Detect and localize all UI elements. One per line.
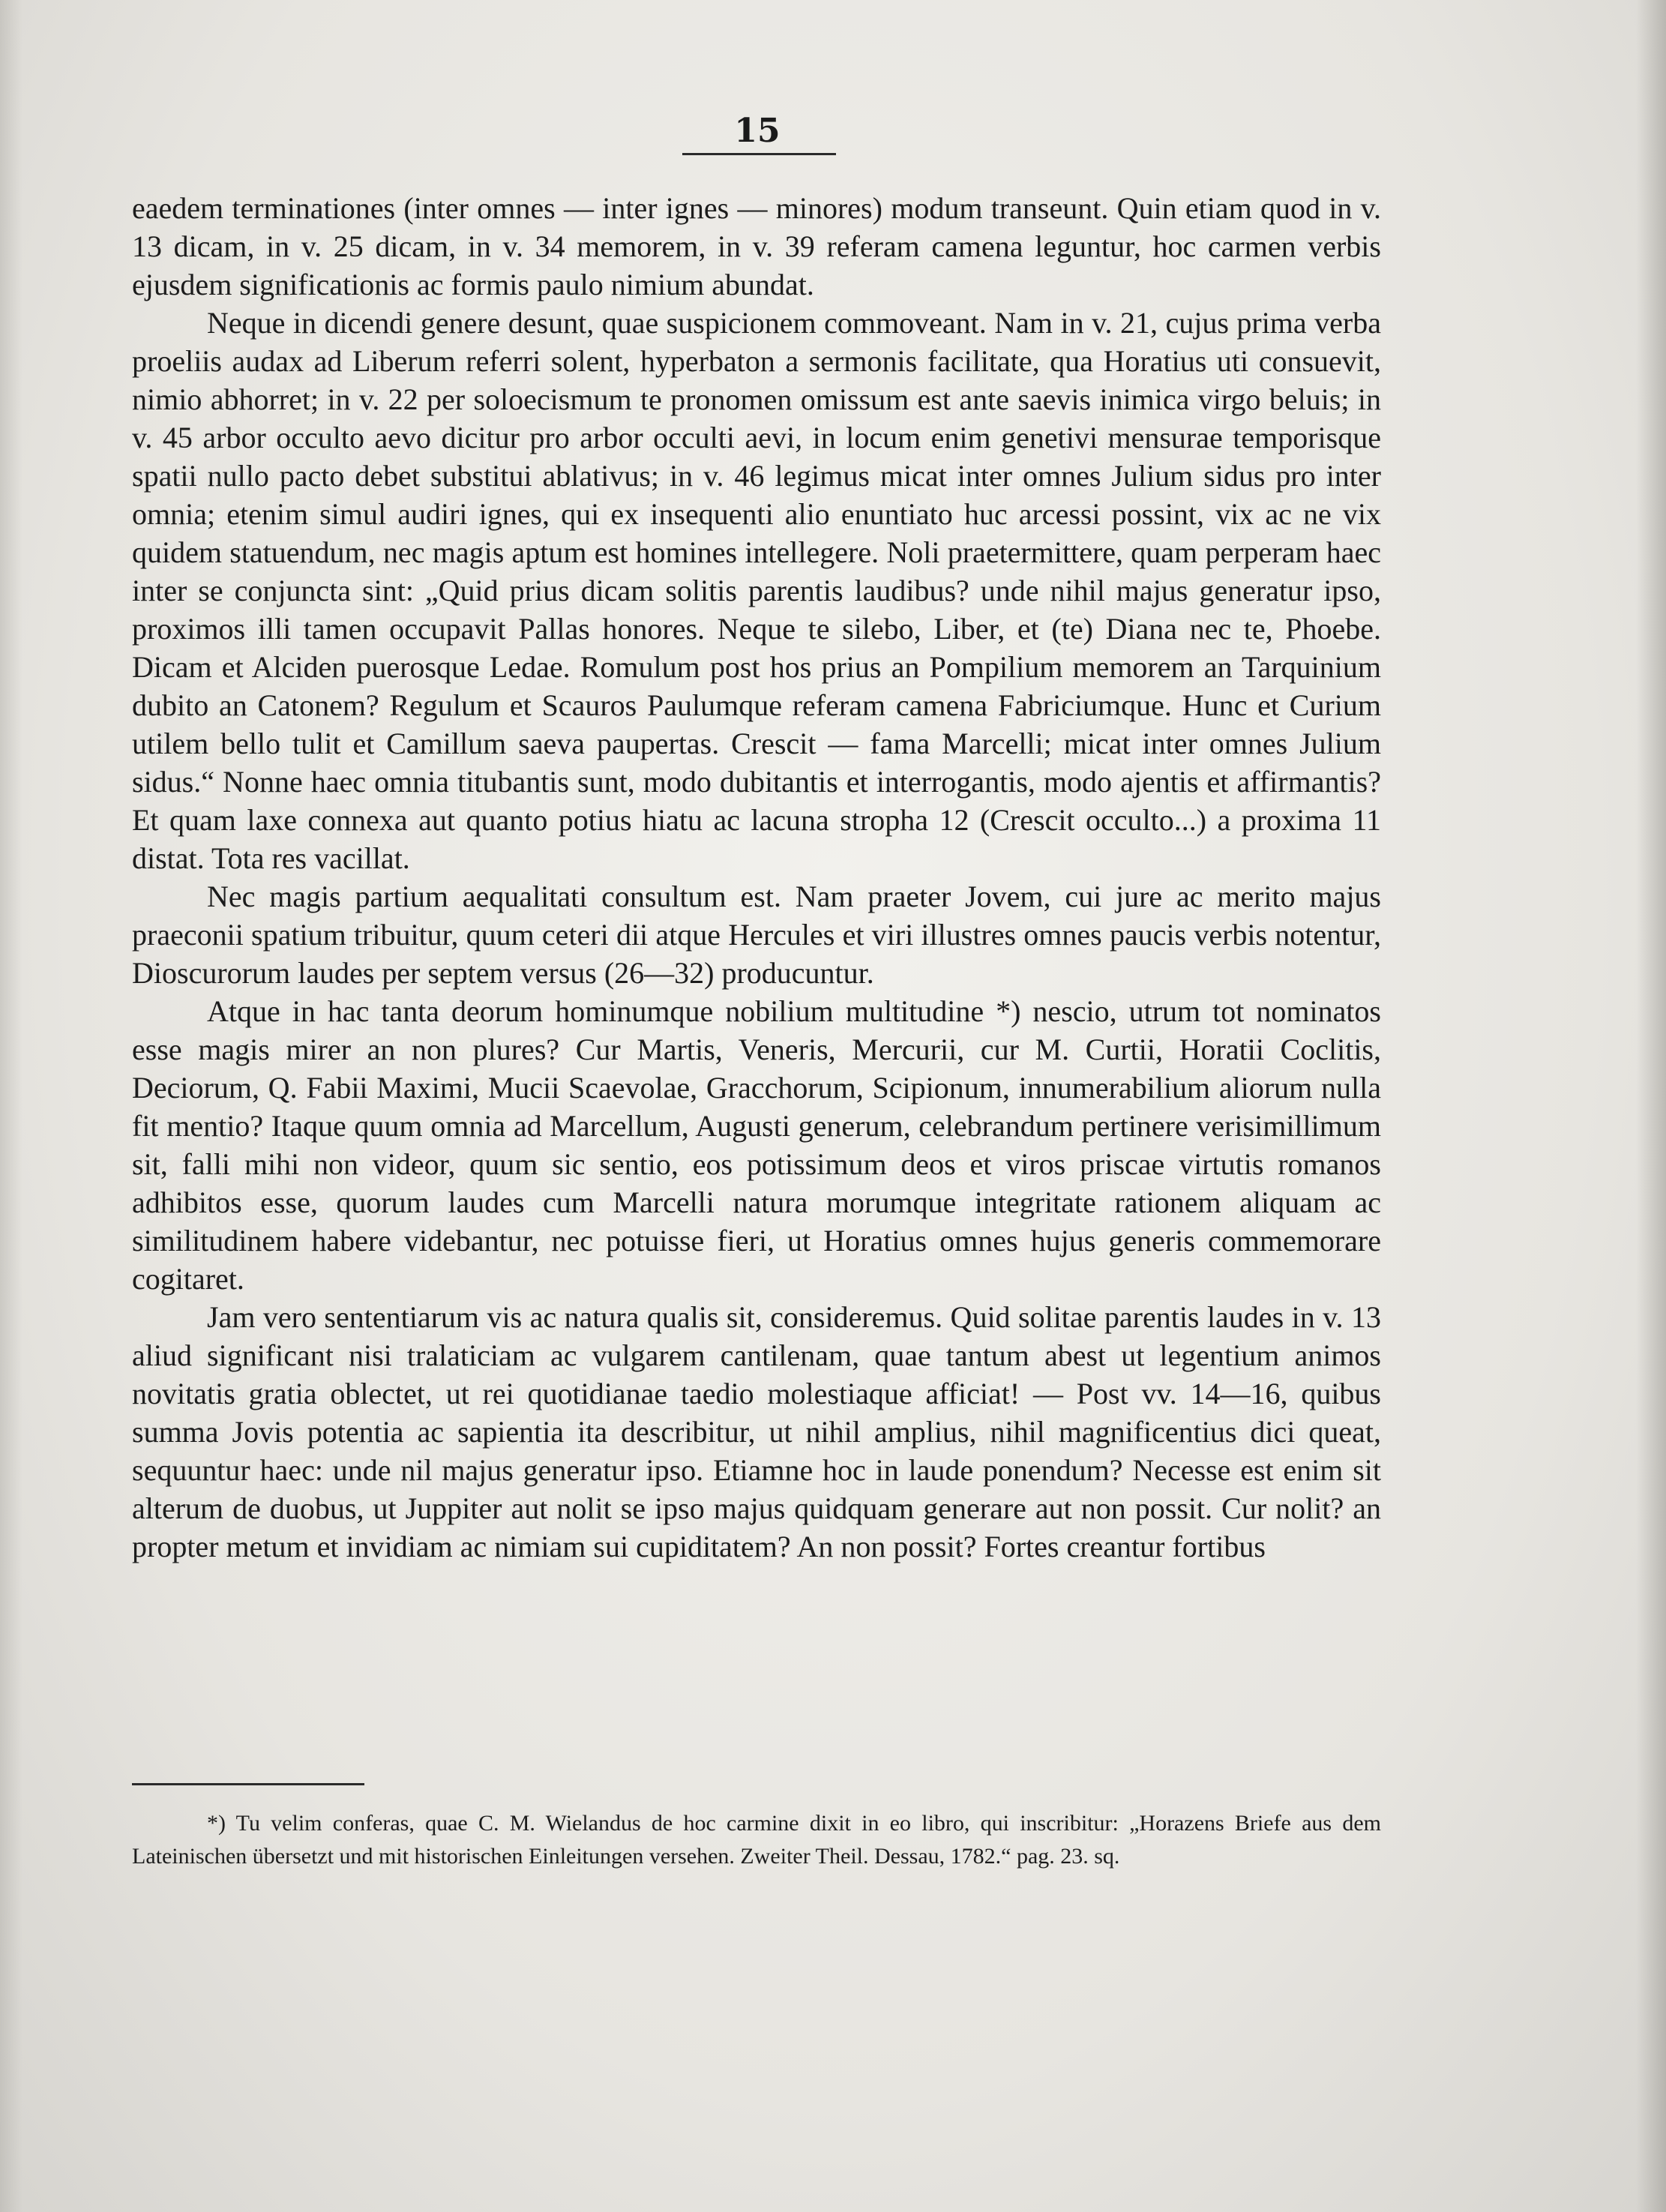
paragraph-3: Nec magis partium aequalitati consultum est. Nam praeter Jovem, cui jure ac merito majus praeconii spatium tribuitur, quum ceteri dii atque Hercules et viri illustres omnes paucis verbis notentur, Dioscurorum laudes per septem versus (26—32) producuntur.: [132, 880, 1381, 990]
page-edge-shadow-right: [1636, 0, 1666, 2212]
paragraph-2: Neque in dicendi genere desunt, quae suspicionem commoveant. Nam in v. 21, cujus prima verba proeliis audax ad Liberum referri solent, hyperbaton a sermonis facilitate, qua Horatius uti consuevit, nimio abhorret; in v. 22 per soloecismum te pronomen omissum est ante saevis inimica virgo beluis; in v. 45 arbor occulto aevo dicitur pro arbor occulti aevi, in locum enim genetivi mensurae temporisque spatii nullo pacto debet substitui ablativus; in v. 46 legimus micat inter omnes Julium sidus pro inter omnia; etenim simul audiri ignes, qui ex insequenti alio enuntiato huc arcessi possint, vix ac ne vix quidem statuendum, nec magis aptum est homines intellegere. Noli praetermittere, quam perperam haec inter se conjuncta sint: „Quid prius dicam solitis parentis laudibus? unde nihil majus generatur ipso, proximos illi tamen occupavit Pallas honores. Neque te silebo, Liber, et (te) Diana nec te, Phoebe. Dicam et Alciden puerosque Ledae. Romulum post hos prius an Pompilium memorem an Tarquinium dubito an Catonem? Regulum et Scauros Paulumque referam camena Fabriciumque. Hunc et Curium utilem bello tulit et Camillum saeva paupertas. Crescit — fama Marcelli; micat inter omnes Julium sidus.“ Nonne haec omnia titubantis sunt, modo dubitantis et interrogantis, modo ajentis et affirmantis? Et quam laxe connexa aut quanto potius hiatu ac lacuna stropha 12 (Crescit occulto...) a proxima 11 distat. Tota res vacillat.: [132, 306, 1381, 875]
footnote-rule: [132, 1783, 364, 1785]
page-header: [675, 112, 840, 150]
footnote: *) Tu velim conferas, quae C. M. Wielandus de hoc carmine dixit in eo libro, qui inscribitur: „Horazens Briefe aus dem Lateinischen übersetzt und mit historischen Einleitungen versehen. Zweiter Theil. Dessau, 1782.“ pag. 23. sq.: [132, 1811, 1381, 1869]
body-text: [132, 189, 1381, 1566]
page-number: 15: [734, 112, 781, 150]
page-edge-shadow-left: [0, 0, 22, 2212]
paragraph-4: Atque in hac tanta deorum hominumque nobilium multitudine *) nescio, utrum tot nominatos esse magis mirer an non plures? Cur Martis, Veneris, Mercurii, cur M. Curtii, Horatii Coclitis, Deciorum, Q. Fabii Maximi, Mucii Scaevolae, Gracchorum, Scipionum, innumerabilium aliorum nulla fit mentio? Itaque quum omnia ad Marcellum, Augusti generum, celebrandum pertinere verisimillimum sit, falli mihi non videor, quum sic sentio, eos potissimum deos et viros priscae virtutis romanos adhibitos esse, quorum laudes cum Marcelli natura morumque integritate rationem aliquam ac similitudinem habere videbantur, nec potuisse fieri, ut Horatius omnes hujus generis commemorare cogitaret.: [132, 994, 1381, 1296]
paragraph-1: eaedem terminationes (inter omnes — inter ignes — minores) modum transeunt. Quin etiam quod in v. 13 dicam, in v. 25 dicam, in v. 34 memorem, in v. 39 referam camena leguntur, hoc carmen verbis ejusdem significationis ac formis paulo nimium abundat.: [132, 191, 1381, 301]
paragraph-5: Jam vero sententiarum vis ac natura qualis sit, consideremus. Quid solitae parentis laudes in v. 13 aliud significant nisi tralaticiam ac vulgarem cantilenam, quae tantum abest ut legentium animos novitatis gratia oblectet, ut rei quotidianae taedio molestiaque afficiat! — Post vv. 14—16, quibus summa Jovis potentia ac sapientia ita describitur, ut nihil amplius, nihil magnificentius dici queat, sequuntur haec: unde nil majus generatur ipso. Etiamne hoc in laude ponendum? Necesse est enim sit alterum de duobus, ut Juppiter aut nolit se ipso majus quidquam generare aut non possit. Cur nolit? an propter metum et invidiam ac nimiam sui cupiditatem? An non possit? Fortes creantur fortibus: [132, 1300, 1381, 1563]
header-rule: [682, 153, 836, 155]
